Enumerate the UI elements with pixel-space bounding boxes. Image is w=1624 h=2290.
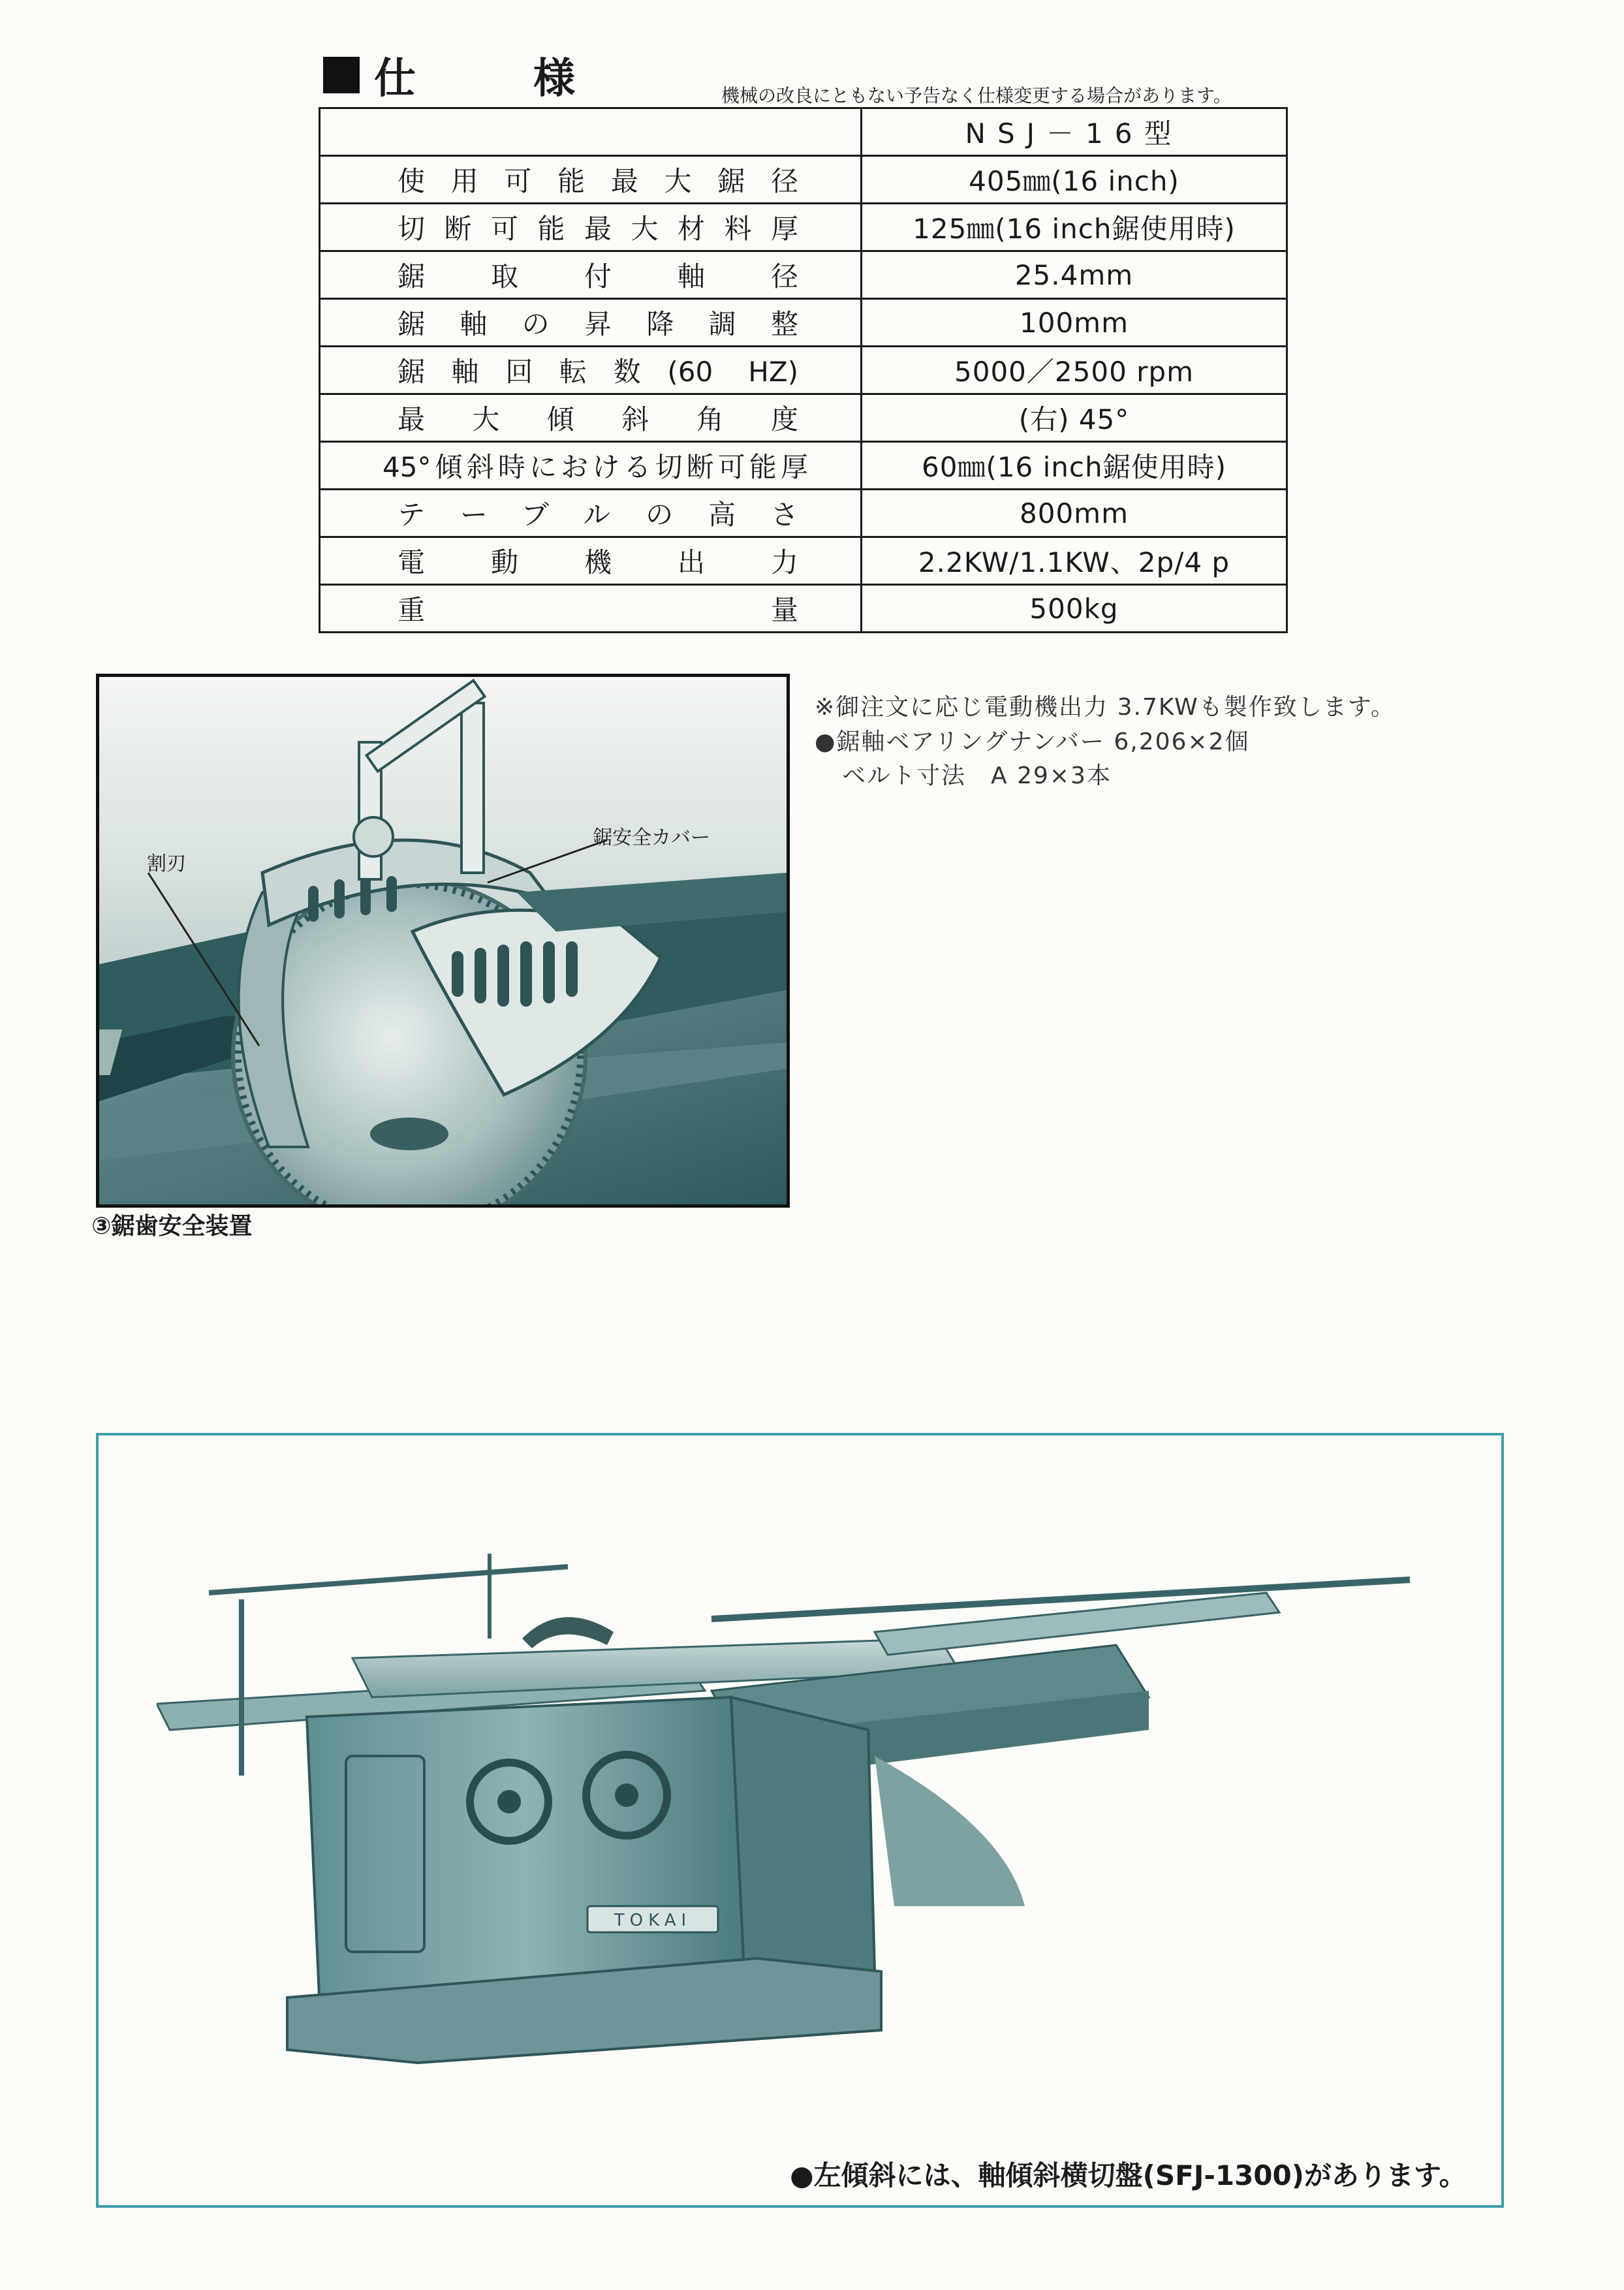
row-value: 800mm xyxy=(862,490,1287,537)
spec-table xyxy=(319,107,1288,633)
row-label: 鋸軸の昇降調整 xyxy=(320,299,862,347)
row-label: 最大傾斜角度 xyxy=(320,394,862,442)
callout-guard-cover: 鋸安全カバー xyxy=(593,826,710,849)
table-row xyxy=(320,394,1287,442)
table-row xyxy=(320,156,1287,204)
table-row xyxy=(320,204,1287,251)
page-title: 仕 様 xyxy=(374,55,613,103)
row-value: 500kg xyxy=(862,585,1287,633)
row-value: 2.2KW/1.1KW、2p/4 p xyxy=(862,537,1287,585)
row-value: 405㎜(16 inch) xyxy=(862,156,1287,204)
spec-heading xyxy=(323,49,613,101)
table-row xyxy=(320,347,1287,394)
row-label: 鋸取付軸径 xyxy=(320,251,862,299)
note-bearing: ●鋸軸ベアリングナンバー 6,206×2個 xyxy=(815,729,1250,755)
blade-guard-illustration xyxy=(99,677,787,1204)
row-label: 鋸軸回転数(60 HZ) xyxy=(320,347,862,394)
row-label: 電動機出力 xyxy=(320,537,862,585)
saw-machine-illustration xyxy=(157,1541,1436,2115)
heading-square-icon xyxy=(323,57,360,93)
row-label: 使用可能最大鋸径 xyxy=(320,156,862,204)
row-value: 100mm xyxy=(862,299,1287,347)
row-value: 25.4mm xyxy=(862,251,1287,299)
row-value: 125㎜(16 inch鋸使用時) xyxy=(862,204,1287,251)
table-header-row xyxy=(320,108,1287,156)
model-header: NSJ－16型 xyxy=(862,108,1287,156)
row-label: 重量 xyxy=(320,585,862,633)
note-motor: ※御注文に応じ電動機出力 3.7KWも製作致します。 xyxy=(815,694,1396,721)
table-row xyxy=(320,585,1287,633)
row-value: 60㎜(16 inch鋸使用時) xyxy=(862,442,1287,490)
table-row xyxy=(320,537,1287,585)
table-row xyxy=(320,490,1287,537)
blade-safety-photo xyxy=(96,674,790,1208)
bottom-note: ●左傾斜には、軸傾斜横切盤(SFJ-1300)があります。 xyxy=(790,2159,1467,2191)
table-row xyxy=(320,299,1287,347)
table-row xyxy=(320,251,1287,299)
callout-riving-knife: 割刃 xyxy=(147,853,186,875)
note-belt: ベルト寸法 A 29×3本 xyxy=(842,762,1112,789)
spec-change-note: 機械の改良にともない予告なく仕様変更する場合があります。 xyxy=(721,85,1232,106)
row-value: (右) 45° xyxy=(862,394,1287,442)
table-row xyxy=(320,442,1287,490)
machine-photo xyxy=(157,1541,1436,2115)
photo-caption: ③鋸歯安全装置 xyxy=(91,1213,253,1240)
row-label: 45°傾斜時における切断可能厚 xyxy=(320,442,862,490)
row-label: テーブルの高さ xyxy=(320,490,862,537)
table-header-blank xyxy=(320,108,862,156)
row-label: 切断可能最大材料厚 xyxy=(320,204,862,251)
row-value: 5000／2500 rpm xyxy=(862,347,1287,394)
brand-plate-text: TOKAI xyxy=(614,1911,692,1930)
